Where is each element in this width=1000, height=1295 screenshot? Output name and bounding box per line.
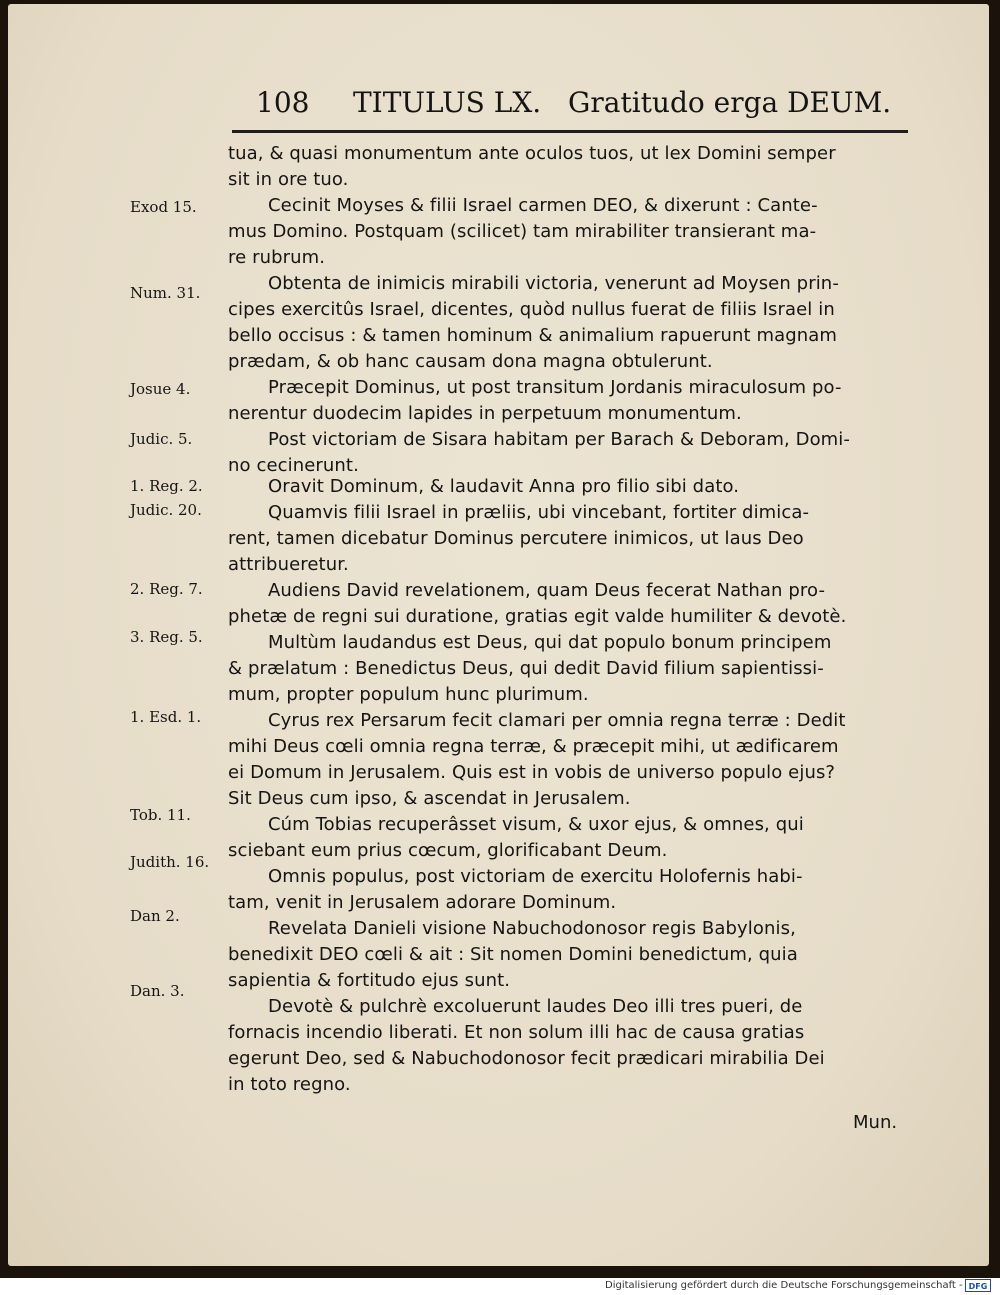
text-line: sit in ore tuo. — [228, 169, 349, 190]
text-line: tua, & quasi monumentum ante oculos tuos, ut lex Domini semper — [228, 143, 836, 164]
text-line: prædam, & ob hanc causam dona magna obtulerunt. — [228, 351, 713, 372]
margin-reference: Dan. 3. — [130, 982, 185, 1000]
margin-reference: Tob. 11. — [130, 806, 191, 824]
text-line: tam, venit in Jerusalem adorare Dominum. — [228, 892, 617, 913]
text-line: Præcepit Dominus, ut post transitum Jordanis miraculosum po- — [268, 377, 842, 398]
text-line: bello occisus : & tamen hominum & animalium rapuerunt magnam — [228, 325, 838, 346]
text-line: Cúm Tobias recuperâsset visum, & uxor ejus, & omnes, qui — [268, 814, 804, 835]
margin-reference: 1. Reg. 2. — [130, 477, 203, 495]
text-line: benedixit DEO cœli & ait : Sit nomen Domini benedictum, quia — [228, 944, 798, 965]
margin-reference: Dan 2. — [130, 907, 180, 925]
running-head — [256, 86, 892, 126]
text-line: rent, tamen dicebatur Dominus percutere inimicos, ut laus Deo — [228, 528, 804, 549]
margin-reference: 2. Reg. 7. — [130, 580, 203, 598]
catchword: Mun. — [853, 1112, 898, 1133]
digitization-credit: Digitalisierung gefördert durch die Deutsche Forschungsgemeinschaft - — [605, 1280, 963, 1291]
text-line: Oravit Dominum, & laudavit Anna pro filio sibi dato. — [268, 476, 740, 497]
text-line: fornacis incendio liberati. Et non solum illi hac de causa gratias — [228, 1022, 805, 1043]
text-line: Revelata Danieli visione Nabuchodonosor regis Babylonis, — [268, 918, 796, 939]
header-rule — [232, 130, 908, 133]
text-line: Omnis populus, post victoriam de exercitu Holofernis habi- — [268, 866, 803, 887]
text-line: sapientia & fortitudo ejus sunt. — [228, 970, 511, 991]
text-line: re rubrum. — [228, 247, 326, 268]
text-line: attribueretur. — [228, 554, 349, 575]
margin-reference: Judith. 16. — [130, 853, 210, 871]
margin-reference: 1. Esd. 1. — [130, 708, 202, 726]
text-line: egerunt Deo, sed & Nabuchodonosor fecit prædicari mirabilia Dei — [228, 1048, 825, 1069]
text-line: mum, propter populum hunc plurimum. — [228, 684, 589, 705]
text-line: nerentur duodecim lapides in perpetuum monumentum. — [228, 403, 742, 424]
chapter-title: TITULUS LX. — [353, 86, 542, 119]
margin-reference: Josue 4. — [130, 380, 191, 398]
page-number: 108 — [256, 86, 310, 119]
margin-reference: Num. 31. — [130, 284, 201, 302]
text-line: mihi Deus cœli omnia regna terræ, & præcepit mihi, ut ædificarem — [228, 736, 839, 757]
text-line: Devotè & pulchrè excoluerunt laudes Deo illi tres pueri, de — [268, 996, 803, 1017]
text-line: Cyrus rex Persarum fecit clamari per omnia regna terræ : Dedit — [268, 710, 846, 731]
text-line: cipes exercitûs Israel, dicentes, quòd nullus fuerat de filiis Israel in — [228, 299, 835, 320]
text-line: sciebant eum prius cœcum, glorificabant Deum. — [228, 840, 668, 861]
text-line: in toto regno. — [228, 1074, 351, 1095]
text-line: phetæ de regni sui duratione, gratias egit valde humiliter & devotè. — [228, 606, 847, 627]
text-line: Audiens David revelationem, quam Deus fecerat Nathan pro- — [268, 580, 826, 601]
text-line: Multùm laudandus est Deus, qui dat populo bonum principem — [268, 632, 832, 653]
text-line: & prælatum : Benedictus Deus, qui dedit David filium sapientissi- — [228, 658, 824, 679]
text-line: Quamvis filii Israel in præliis, ubi vincebant, fortiter dimica- — [268, 502, 810, 523]
text-line: Cecinit Moyses & filii Israel carmen DEO, & dixerunt : Cante- — [268, 195, 818, 216]
text-line: Sit Deus cum ipso, & ascendat in Jerusalem. — [228, 788, 631, 809]
margin-reference: Exod 15. — [130, 198, 197, 216]
text-line: Post victoriam de Sisara habitam per Barach & Deboram, Domi- — [268, 429, 851, 450]
dfg-logo-icon: DFG — [965, 1279, 991, 1292]
chapter-subtitle: Gratitudo erga DEUM. — [568, 86, 892, 119]
margin-reference: Judic. 5. — [130, 430, 193, 448]
margin-reference: 3. Reg. 5. — [130, 628, 203, 646]
margin-reference: Judic. 20. — [130, 501, 202, 519]
text-line: ei Domum in Jerusalem. Quis est in vobis de universo populo ejus? — [228, 762, 836, 783]
text-line: mus Domino. Postquam (scilicet) tam mirabiliter transierant ma- — [228, 221, 817, 242]
text-line: Obtenta de inimicis mirabili victoria, venerunt ad Moysen prin- — [268, 273, 839, 294]
text-line: no cecinerunt. — [228, 455, 359, 476]
